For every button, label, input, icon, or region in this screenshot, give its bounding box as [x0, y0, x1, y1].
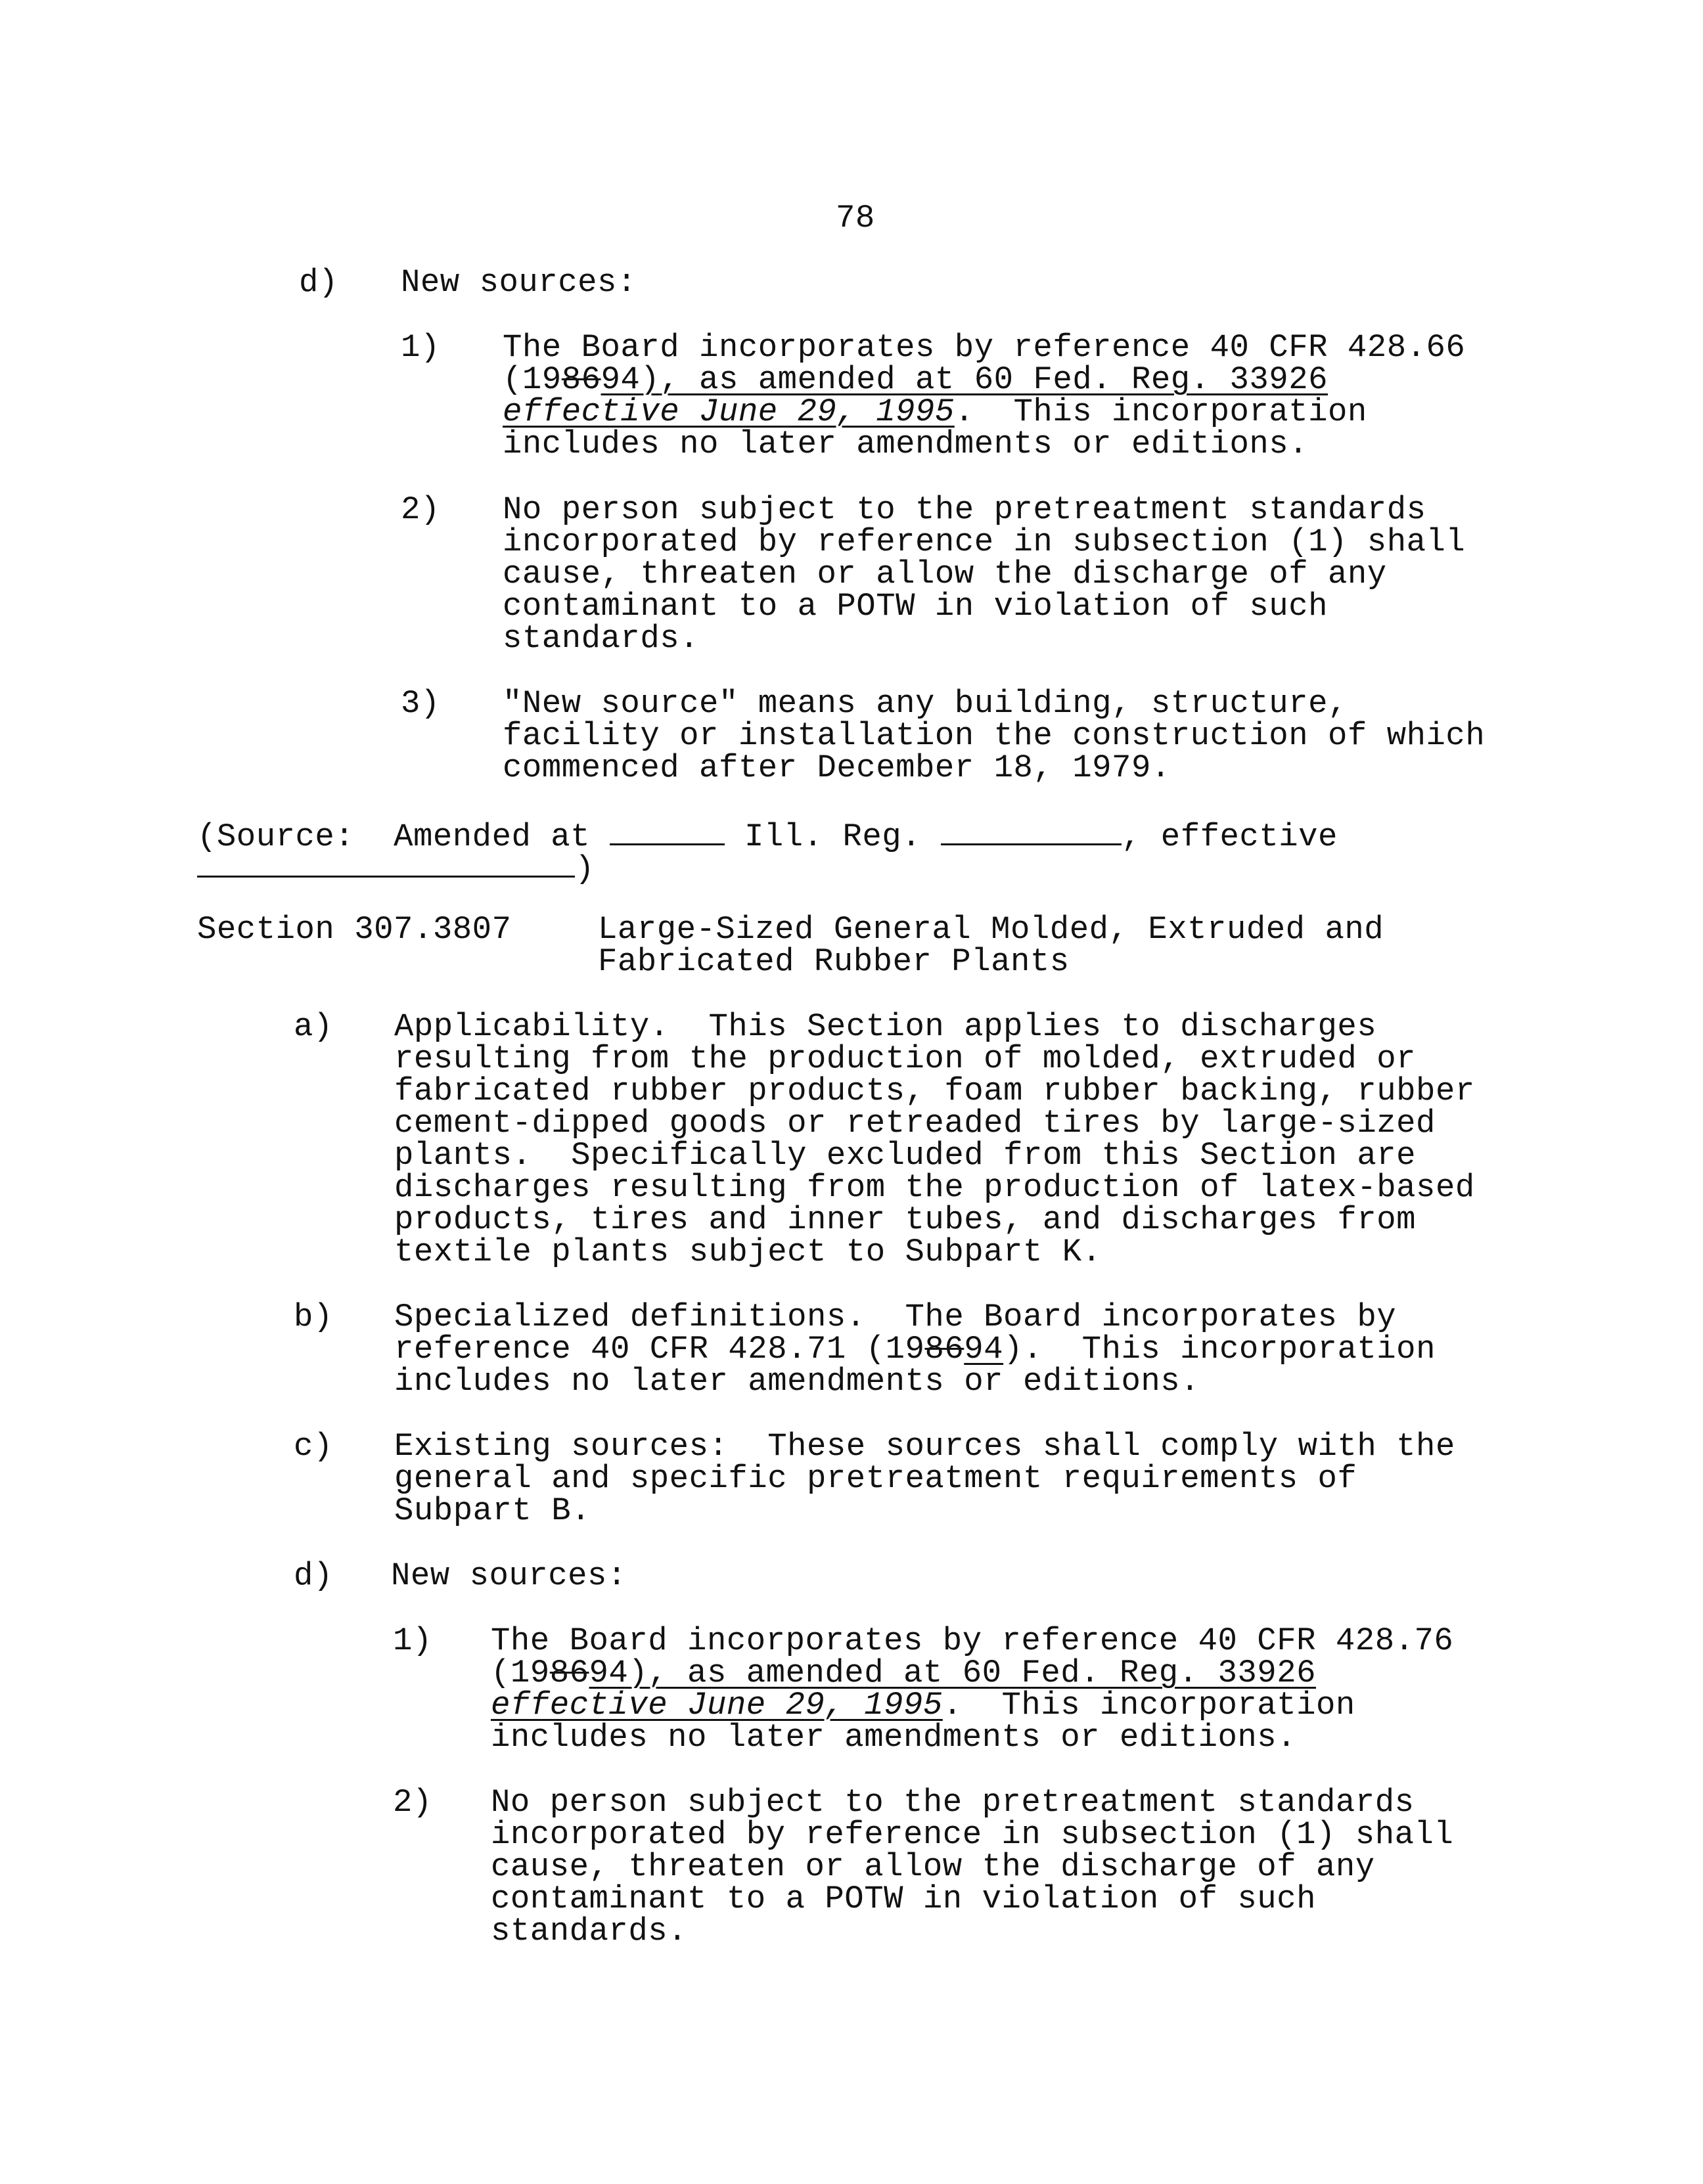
subsection-label: b)	[294, 1299, 333, 1335]
subsection-heading: New sources:	[401, 264, 637, 301]
item-label: 2)	[393, 1784, 432, 1821]
paragraph-line: plants. Specifically excluded from this Section are	[394, 1137, 1417, 1174]
paragraph-line: general and specific pretreatment requirements of	[394, 1460, 1357, 1497]
paragraph-line: includes no later amendments or editions.	[491, 1719, 1297, 1756]
blank-page	[941, 817, 1122, 845]
paragraph-line: Specialized definitions. The Board incorporates by	[394, 1299, 1397, 1335]
paragraph-line: resulting from the production of molded, extruded or	[394, 1040, 1417, 1077]
item-label: 2)	[401, 491, 440, 528]
paragraph-line: No person subject to the pretreatment standards	[491, 1784, 1415, 1821]
source-note-line2: )	[197, 849, 595, 885]
paragraph-line: textile plants subject to Subpart K.	[394, 1234, 1102, 1270]
blank-volume	[610, 817, 725, 845]
paragraph-line: discharges resulting from the production of latex-based	[394, 1169, 1475, 1206]
item-label: 1)	[393, 1622, 432, 1659]
inserted-text: effective June 29, 1995	[491, 1687, 943, 1724]
paragraph-line: reference 40 CFR 428.71 (198694). This incorporation	[394, 1331, 1436, 1368]
paragraph-line: contaminant to a POTW in violation of such	[491, 1881, 1317, 1917]
inserted-text: effective June 29, 1995	[503, 393, 955, 430]
paragraph-line: incorporated by reference in subsection (1) shall	[491, 1816, 1454, 1853]
paragraph-line: Subpart B.	[394, 1492, 591, 1529]
struck-text: 86	[549, 1655, 589, 1691]
paragraph-line: incorporated by reference in subsection (1) shall	[503, 524, 1466, 560]
paragraph-line: (198694), as amended at 60 Fed. Reg. 33926	[503, 361, 1328, 398]
subsection-label: c)	[294, 1428, 333, 1465]
item-label: 3)	[401, 685, 440, 722]
paragraph-line: Applicability. This Section applies to discharges	[394, 1008, 1377, 1045]
paragraph-line: cement-dipped goods or retreaded tires by large-sized	[394, 1105, 1436, 1142]
paragraph-line: cause, threaten or allow the discharge of any	[491, 1848, 1375, 1885]
paragraph-line: "New source" means any building, structure,	[503, 685, 1348, 722]
section-title: Fabricated Rubber Plants	[598, 943, 1070, 980]
paragraph-line: cause, threaten or allow the discharge of any	[503, 556, 1387, 592]
paragraph-line: (198694), as amended at 60 Fed. Reg. 33926	[491, 1655, 1317, 1691]
section-number: Section 307.3807	[197, 911, 512, 948]
subsection-label: d)	[299, 264, 338, 301]
source-note: (Source: Amended at Ill. Reg. , effective	[197, 818, 1338, 855]
paragraph-line: Existing sources: These sources shall comply with the	[394, 1428, 1455, 1465]
item-label: 1)	[401, 329, 440, 366]
inserted-text: , as amended at 60 Fed. Reg. 33926	[660, 361, 1328, 398]
section-title: Large-Sized General Molded, Extruded and	[598, 911, 1384, 948]
page-number: 78	[836, 200, 875, 236]
paragraph-line: effective June 29, 1995. This incorporation	[503, 393, 1367, 430]
paragraph-line: includes no later amendments or editions.	[503, 426, 1309, 462]
paragraph-line: No person subject to the pretreatment standards	[503, 491, 1426, 528]
blank-effective-date	[197, 849, 575, 878]
paragraph-line: standards.	[491, 1913, 688, 1950]
inserted-text: 94)	[589, 1655, 648, 1691]
paragraph-line: fabricated rubber products, foam rubber backing, rubber	[394, 1073, 1475, 1109]
struck-text: 86	[561, 361, 601, 398]
paragraph-line: contaminant to a POTW in violation of such	[503, 588, 1328, 625]
paragraph-line: facility or installation the construction of which	[503, 717, 1486, 754]
paragraph-line: The Board incorporates by reference 40 CFR 428.76	[491, 1622, 1454, 1659]
subsection-label: d)	[294, 1557, 333, 1594]
paragraph-line: effective June 29, 1995. This incorporation	[491, 1687, 1355, 1724]
paragraph-line: commenced after December 18, 1979.	[503, 749, 1171, 786]
paragraph-line: standards.	[503, 620, 700, 657]
struck-text: 86	[924, 1331, 965, 1368]
subsection-heading: New sources:	[391, 1557, 627, 1594]
inserted-text: , as amended at 60 Fed. Reg. 33926	[648, 1655, 1317, 1691]
paragraph-line: The Board incorporates by reference 40 CFR 428.66	[503, 329, 1466, 366]
subsection-label: a)	[294, 1008, 333, 1045]
inserted-text: 94)	[601, 361, 660, 398]
paragraph-line: includes no later amendments or editions.	[394, 1363, 1200, 1400]
inserted-text: 94	[964, 1331, 1004, 1368]
paragraph-line: products, tires and inner tubes, and discharges from	[394, 1201, 1417, 1238]
